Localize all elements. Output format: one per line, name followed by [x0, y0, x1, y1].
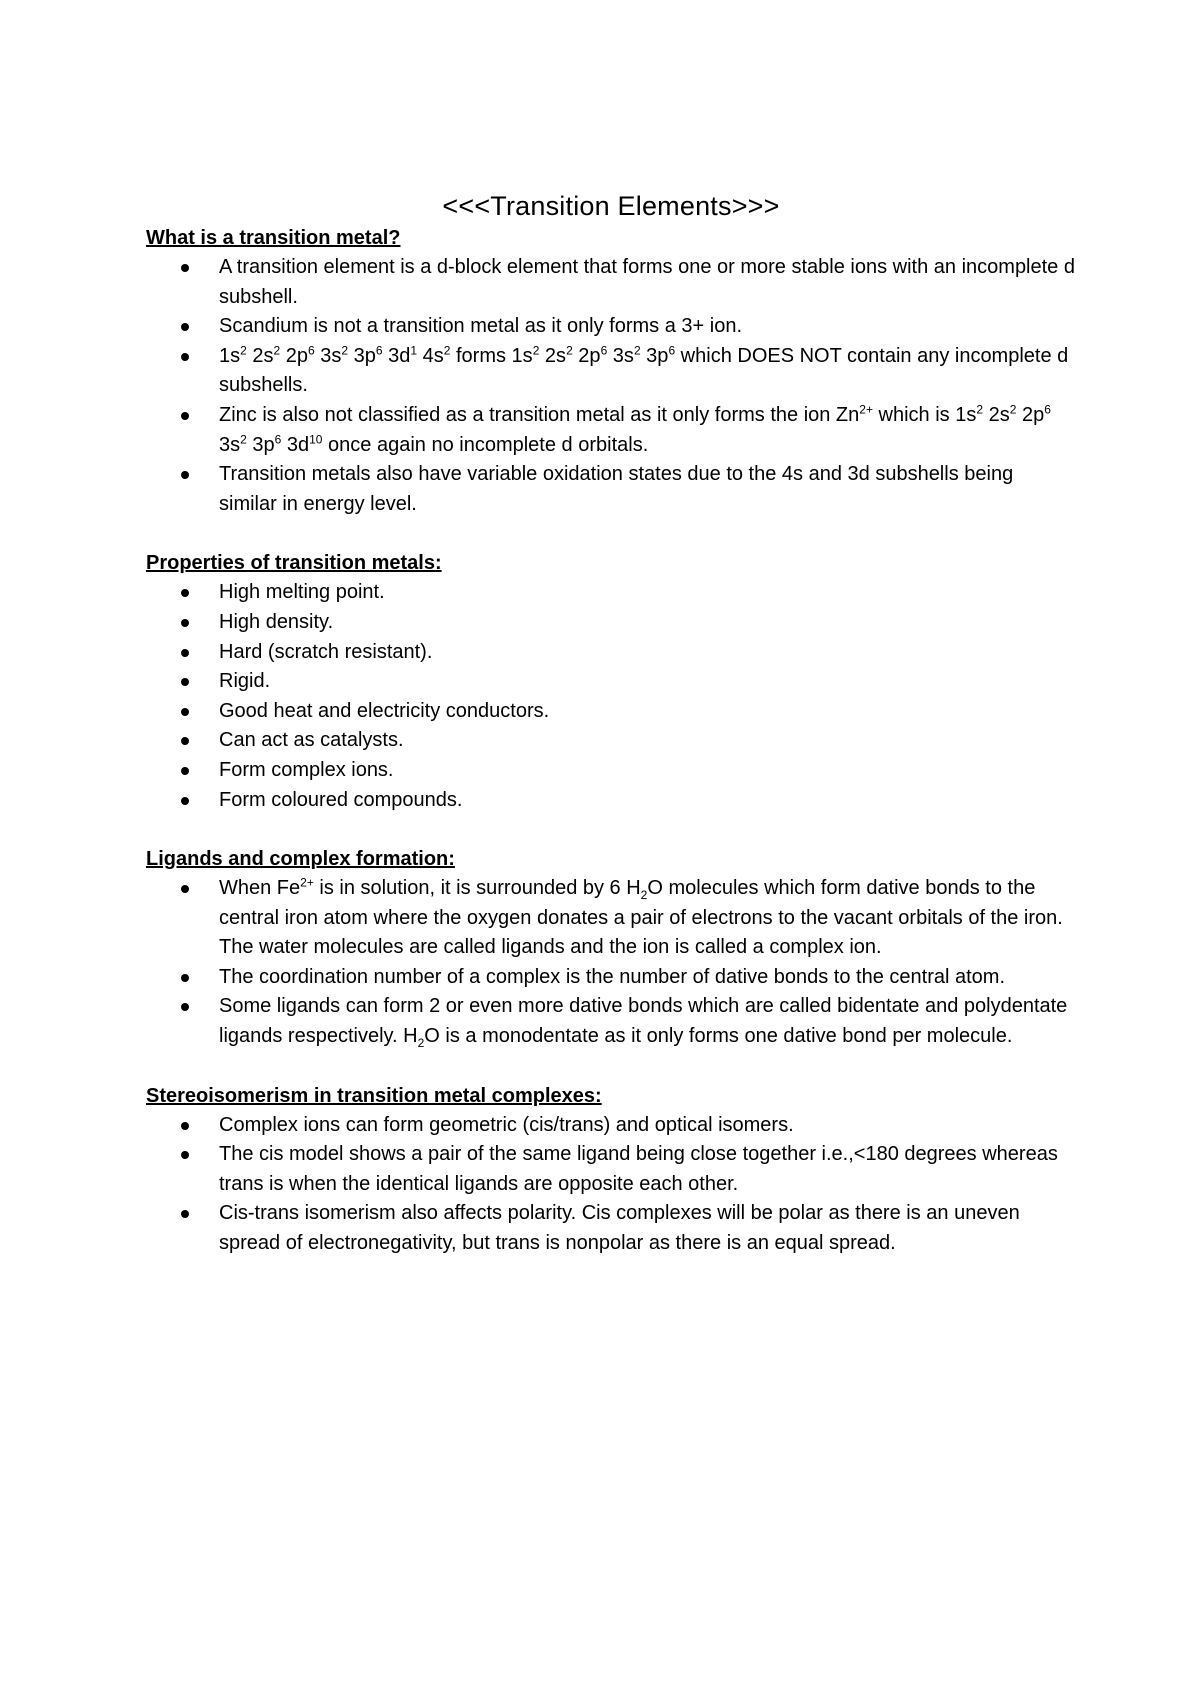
bullet-dot-icon — [181, 678, 189, 686]
list-item — [219, 1199, 1076, 1258]
list-item — [219, 697, 1076, 727]
list-item — [219, 667, 1076, 697]
section-stereoisomerism — [146, 1082, 1076, 1259]
list-item-text: Zinc is also not classified as a transition metal as it only forms the ion $Zn^{2+}$ which is $1s^2$ $2s^2$ $2p^6$ $3s^2$ $3p^6$ $3d^{10}$ once again no incomplete d orbitals. — [219, 402, 1051, 456]
document-title: <<<Transition Elements>>> — [442, 191, 780, 221]
bullet-dot-icon — [181, 589, 189, 597]
section-properties — [146, 549, 1076, 815]
list-item — [219, 460, 1076, 519]
section-heading: Stereoisomerism in transition metal complexes: — [146, 1084, 602, 1107]
list-item-text: Form coloured compounds. — [219, 788, 463, 811]
list-item-text: Form complex ions. — [219, 758, 394, 781]
list-item — [219, 638, 1076, 668]
bullet-dot-icon — [181, 1122, 189, 1130]
list-item-text: Cis-trans isomerism also affects polarity. Cis complexes will be polar as there is an uneven spread of electronegativity, but trans is nonpolar as there is an equal spread. — [219, 1202, 1020, 1255]
list-item-text: High melting point. — [219, 581, 385, 604]
list-item-text: Some ligands can form 2 or even more dative bonds which are called bidentate and polydentate ligands respectively. $H_2O$ is a monodentate as it only forms one dative bond per molecule. — [219, 995, 1068, 1051]
list-item — [219, 342, 1076, 401]
list-item-text: The cis model shows a pair of the same ligand being close together i.e.,<180 degrees whereas trans is when the identical ligands are opposite each other. — [219, 1143, 1058, 1195]
list-item-text: $1s^2$ $2s^2$ $2p^6$ $3s^2$ $3p^6$ $3d^1$ $4s^2$ forms $1s^2$ $2s^2$ $2p^6$ $3s^2$ $3p^6$ which DOES NOT contain any incomplete d subshells. — [219, 343, 1069, 397]
bullet-dot-icon — [181, 649, 189, 657]
bullet-list — [146, 253, 1076, 519]
section-heading: Properties of transition metals: — [146, 552, 442, 575]
bullet-dot-icon — [181, 737, 189, 745]
list-item-text: Can act as catalysts. — [219, 729, 404, 752]
list-item-text: Complex ions can form geometric (cis/trans) and optical isomers. — [219, 1113, 794, 1136]
list-item — [219, 786, 1076, 816]
bullet-list — [146, 1111, 1076, 1259]
bullet-dot-icon — [181, 471, 189, 479]
bullet-dot-icon — [181, 1003, 189, 1011]
section-ligands — [146, 845, 1076, 1052]
section-heading: What is a transition metal? — [146, 227, 401, 249]
list-item-text: High density. — [219, 610, 334, 633]
list-item — [219, 608, 1076, 638]
section-heading: Ligands and complex formation: — [146, 848, 455, 871]
list-item — [219, 1140, 1076, 1199]
bullet-dot-icon — [181, 264, 189, 272]
bullet-dot-icon — [181, 797, 189, 805]
list-item — [219, 963, 1076, 993]
list-item-text: When $Fe^{2+}$ is in solution, it is surrounded by 6 $H_2O$ molecules which form dative bonds to the central iron atom where the oxygen donates a pair of electrons to the vacant orbitals of the iron. The water molecules are called ligands and the ion is called a complex ion. — [219, 875, 1063, 959]
bullet-dot-icon — [181, 323, 189, 331]
bullet-dot-icon — [181, 353, 189, 361]
list-item-text: Rigid. — [219, 670, 271, 693]
list-item-text: Scandium is not a transition metal as it only forms a 3+ ion. — [219, 315, 743, 338]
list-item — [219, 312, 1076, 342]
list-item — [219, 756, 1076, 786]
list-item — [219, 1111, 1076, 1141]
bullet-dot-icon — [181, 708, 189, 716]
list-item — [219, 726, 1076, 756]
bullet-dot-icon — [181, 767, 189, 775]
bullet-dot-icon — [181, 412, 189, 420]
bullet-dot-icon — [181, 885, 189, 893]
list-item-text: A transition element is a d-block element that forms one or more stable ions with an incomplete d subshell. — [219, 256, 1075, 308]
list-item — [219, 253, 1076, 312]
bullet-dot-icon — [181, 1151, 189, 1159]
list-item — [219, 874, 1076, 963]
list-item-text: Good heat and electricity conductors. — [219, 699, 550, 722]
list-item — [219, 992, 1076, 1051]
document-page — [146, 190, 1076, 1289]
bullet-list — [146, 874, 1076, 1052]
list-item-text: Hard (scratch resistant). — [219, 640, 433, 663]
bullet-dot-icon — [181, 1210, 189, 1218]
list-item — [219, 578, 1076, 608]
section-what-is-transition-metal — [146, 224, 1076, 519]
list-item-text: Transition metals also have variable oxidation states due to the 4s and 3d subshells being similar in energy level. — [219, 463, 1014, 515]
bullet-list — [146, 578, 1076, 815]
bullet-dot-icon — [181, 974, 189, 982]
bullet-dot-icon — [181, 619, 189, 627]
list-item — [219, 401, 1076, 460]
list-item-text: The coordination number of a complex is the number of dative bonds to the central atom. — [219, 965, 1005, 988]
